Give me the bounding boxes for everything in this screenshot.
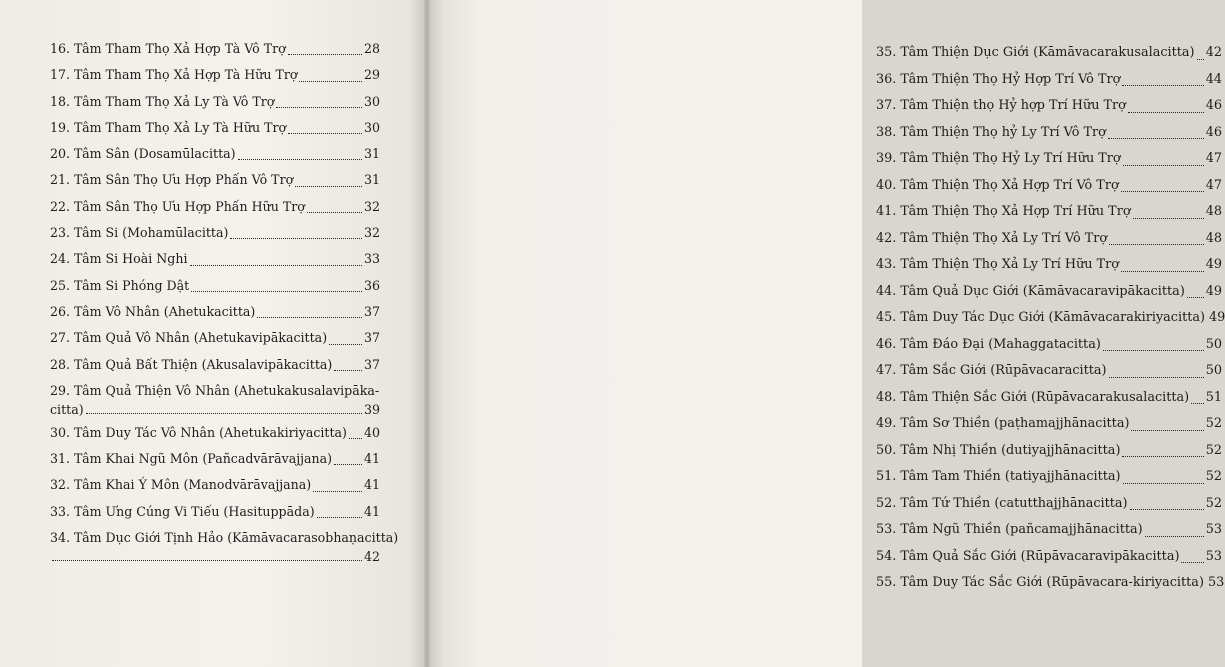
dot-leader bbox=[1123, 165, 1204, 166]
toc-entry-page-number: 32 bbox=[363, 198, 380, 214]
toc-entry bbox=[50, 220, 380, 246]
dot-leader bbox=[1108, 138, 1204, 139]
toc-entry-title: 22. Tâm Sân Thọ Ưu Hợp Phấn Hữu Trợ bbox=[50, 198, 305, 214]
toc-entry-title: 33. Tâm Ưng Cúng Vi Tiếu (Hasituppāda) bbox=[50, 503, 315, 519]
toc-entry-page-number: 37 bbox=[363, 356, 380, 372]
toc-entry-title: 21. Tâm Sân Thọ Ưu Hợp Phấn Vô Trợ bbox=[50, 172, 294, 188]
dot-leader bbox=[1123, 483, 1204, 484]
dot-leader bbox=[1197, 59, 1204, 60]
book-spine-shadow bbox=[410, 0, 444, 667]
toc-entry bbox=[50, 194, 380, 220]
toc-entry-page-number: 30 bbox=[363, 119, 380, 135]
toc-entry-page-number: 31 bbox=[363, 172, 380, 188]
toc-entry-page-number: 31 bbox=[363, 146, 380, 162]
toc-entry bbox=[876, 411, 1222, 438]
toc-entry bbox=[876, 146, 1222, 173]
dot-leader bbox=[288, 133, 362, 134]
toc-entry-page-number: 44 bbox=[1205, 71, 1222, 87]
toc-entry-page-number: 49 bbox=[1205, 257, 1222, 272]
toc-entry bbox=[876, 570, 1225, 597]
toc-entry-title: 19. Tâm Tham Thọ Xả Ly Tà Hữu Trợ bbox=[50, 119, 287, 135]
toc-entry-title: 38. Tâm Thiện Thọ hỷ Ly Trí Vô Trợ bbox=[876, 124, 1106, 140]
toc-entry bbox=[876, 199, 1222, 226]
toc-entry bbox=[876, 544, 1222, 571]
toc-entry-title: 46. Tâm Đáo Đại (Mahaggatacitta) bbox=[876, 336, 1101, 352]
dot-leader bbox=[86, 413, 362, 414]
toc-entry-page-number: 49 bbox=[1205, 283, 1222, 299]
toc-entry-title: 51. Tâm Tam Thiền (tatiyajjhānacitta) bbox=[876, 469, 1121, 484]
toc-entry-page-number: 52 bbox=[1205, 495, 1222, 511]
toc-entry-title: 20. Tâm Sân (Dosamūlacitta) bbox=[50, 146, 236, 162]
toc-entry-title: 41. Tâm Thiện Thọ Xả Hợp Trí Hữu Trợ bbox=[876, 204, 1131, 219]
toc-entry-page-number: 42 bbox=[1205, 45, 1222, 60]
toc-entry-title: 53. Tâm Ngũ Thiền (pañcamajjhānacitta) bbox=[876, 522, 1143, 537]
toc-entry bbox=[50, 378, 380, 420]
toc-entry-page-number: 52 bbox=[1205, 416, 1222, 431]
toc-entry-title: 30. Tâm Duy Tác Vô Nhân (Ahetukakiriyacitta) bbox=[50, 424, 347, 440]
dot-leader bbox=[334, 464, 362, 465]
toc-entry bbox=[876, 67, 1222, 94]
toc-entry-page-number: 48 bbox=[1205, 230, 1222, 246]
toc-entry-title: 45. Tâm Duy Tác Dục Giới (Kāmāvacarakiriyacitta) bbox=[876, 310, 1205, 325]
toc-entry bbox=[50, 115, 380, 141]
dot-leader bbox=[1187, 297, 1204, 298]
toc-entry-page-number: 41 bbox=[363, 451, 380, 467]
toc-entry-page-number: 52 bbox=[1205, 442, 1222, 458]
toc-entry-title: 50. Tâm Nhị Thiền (dutiyajjhānacitta) bbox=[876, 442, 1121, 458]
toc-entry bbox=[876, 120, 1222, 147]
toc-entry-title: 49. Tâm Sơ Thiền (paṭhamajjhānacitta) bbox=[876, 416, 1130, 431]
toc-entry bbox=[876, 517, 1222, 544]
toc-entry-title: 26. Tâm Vô Nhân (Ahetukacitta) bbox=[50, 303, 256, 319]
dot-leader bbox=[1128, 112, 1204, 113]
toc-entry-title-continued: citta) bbox=[50, 401, 84, 417]
toc-entry bbox=[876, 332, 1222, 359]
table-of-contents-right bbox=[876, 40, 1225, 597]
toc-entry bbox=[876, 385, 1222, 412]
dot-leader bbox=[295, 186, 362, 187]
toc-entry-title: 25. Tâm Si Phóng Dật bbox=[50, 277, 190, 293]
toc-entry-page-number: 53 bbox=[1205, 548, 1222, 564]
toc-entry bbox=[50, 89, 380, 115]
toc-entry bbox=[876, 438, 1222, 465]
toc-entry-page-number: 36 bbox=[363, 277, 380, 293]
toc-entry-page-number: 49 bbox=[1208, 310, 1225, 325]
dot-leader bbox=[1131, 430, 1203, 431]
dot-leader bbox=[1145, 536, 1204, 537]
toc-entry-title: 32. Tâm Khai Ý Môn (Manodvārāvajjana) bbox=[50, 477, 312, 493]
dot-leader bbox=[329, 344, 362, 345]
toc-entry-title: 31. Tâm Khai Ngũ Môn (Pañcadvārāvajjana) bbox=[50, 451, 333, 467]
toc-entry bbox=[50, 62, 380, 88]
toc-entry-page-number: 39 bbox=[363, 401, 380, 417]
toc-entry-title: 47. Tâm Sắc Giới (Rūpāvacaracitta) bbox=[876, 363, 1107, 378]
toc-entry-title: 54. Tâm Quả Sắc Giới (Rūpāvacaravipākacitta) bbox=[876, 548, 1180, 564]
dot-leader bbox=[1122, 85, 1203, 86]
toc-entry-title: 37. Tâm Thiện thọ Hỷ hợp Trí Hữu Trợ bbox=[876, 98, 1126, 113]
dot-leader bbox=[1109, 377, 1204, 378]
toc-entry-page-number: 47 bbox=[1205, 177, 1222, 193]
toc-entry bbox=[876, 279, 1222, 306]
toc-entry bbox=[876, 305, 1225, 332]
dot-leader bbox=[1109, 244, 1204, 245]
toc-entry bbox=[50, 499, 380, 525]
toc-entry-page-number: 48 bbox=[1205, 204, 1222, 219]
toc-entry-title: 16. Tâm Tham Thọ Xả Hợp Tà Vô Trợ bbox=[50, 41, 286, 56]
toc-entry-page-number: 50 bbox=[1205, 336, 1222, 352]
toc-entry-title: 34. Tâm Dục Giới Tịnh Hảo (Kāmāvacarasobhaṇacitta) bbox=[50, 530, 399, 546]
dot-leader bbox=[191, 291, 362, 292]
toc-entry bbox=[50, 472, 380, 498]
toc-entry bbox=[50, 325, 380, 351]
dot-leader bbox=[307, 212, 362, 213]
toc-entry-page-number: 37 bbox=[363, 330, 380, 346]
table-of-contents-left bbox=[50, 36, 399, 567]
toc-entry-title: 24. Tâm Si Hoài Nghi bbox=[50, 251, 188, 267]
toc-entry bbox=[50, 273, 380, 299]
dot-leader bbox=[1191, 403, 1204, 404]
dot-leader bbox=[288, 54, 362, 55]
toc-entry-title: 52. Tâm Tứ Thiền (catutthajjhānacitta) bbox=[876, 495, 1128, 511]
toc-entry bbox=[50, 167, 380, 193]
toc-entry-title: 27. Tâm Quả Vô Nhân (Ahetukavipākacitta) bbox=[50, 330, 328, 346]
dot-leader bbox=[1121, 191, 1204, 192]
toc-entry-title: 29. Tâm Quả Thiện Vô Nhân (Ahetukakusalavipāka- bbox=[50, 382, 380, 398]
dot-leader bbox=[1181, 562, 1203, 563]
toc-entry-page-number: 47 bbox=[1205, 151, 1222, 166]
toc-entry-page-number: 53 bbox=[1207, 575, 1225, 590]
toc-entry bbox=[876, 464, 1222, 491]
toc-entry bbox=[876, 358, 1222, 385]
toc-entry-page-number: 51 bbox=[1205, 389, 1222, 405]
toc-entry bbox=[50, 246, 380, 272]
toc-entry-page-number: 41 bbox=[363, 477, 380, 493]
toc-entry-page-number: 46 bbox=[1205, 124, 1222, 140]
toc-entry-page-number: 41 bbox=[363, 503, 380, 519]
toc-entry bbox=[50, 299, 380, 325]
toc-entry-page-number: 40 bbox=[363, 424, 380, 440]
toc-entry-page-number: 46 bbox=[1205, 98, 1222, 113]
toc-entry-title: 55. Tâm Duy Tác Sắc Giới (Rūpāvacara-kiriyacitta) bbox=[876, 575, 1204, 590]
dot-leader bbox=[1103, 350, 1204, 351]
toc-entry bbox=[876, 93, 1222, 120]
dot-leader bbox=[317, 517, 362, 518]
toc-entry-title: 44. Tâm Quả Dục Giới (Kāmāvacaravipākacitta) bbox=[876, 283, 1185, 299]
dot-leader bbox=[1130, 509, 1204, 510]
toc-entry-page-number: 29 bbox=[363, 67, 380, 83]
toc-entry-title: 39. Tâm Thiện Thọ Hỷ Ly Trí Hữu Trợ bbox=[876, 151, 1121, 166]
toc-entry-title: 42. Tâm Thiện Thọ Xả Ly Trí Vô Trợ bbox=[876, 230, 1108, 246]
toc-entry-title: 28. Tâm Quả Bất Thiện (Akusalavipākacitta) bbox=[50, 356, 333, 372]
toc-entry-page-number: 52 bbox=[1205, 469, 1222, 484]
dot-leader bbox=[52, 560, 362, 561]
toc-entry-title: 18. Tâm Tham Thọ Xả Ly Tà Vô Trợ bbox=[50, 93, 275, 109]
toc-entry-page-number: 33 bbox=[363, 251, 380, 267]
dot-leader bbox=[334, 370, 362, 371]
toc-entry bbox=[876, 226, 1222, 253]
toc-entry-line2 bbox=[50, 547, 380, 567]
toc-entry bbox=[50, 36, 380, 62]
toc-entry-line2 bbox=[50, 400, 380, 420]
dot-leader bbox=[299, 81, 362, 82]
toc-entry-title: 48. Tâm Thiện Sắc Giới (Rūpāvacarakusalacitta) bbox=[876, 389, 1190, 405]
toc-entry-page-number: 37 bbox=[363, 303, 380, 319]
dot-leader bbox=[1133, 218, 1204, 219]
left-page bbox=[0, 0, 424, 667]
toc-entry-title: 17. Tâm Tham Thọ Xả Hợp Tà Hữu Trợ bbox=[50, 67, 298, 83]
toc-entry-title: 23. Tâm Si (Mohamūlacitta) bbox=[50, 225, 229, 241]
dot-leader bbox=[238, 159, 362, 160]
toc-entry-title: 40. Tâm Thiện Thọ Xả Hợp Trí Vô Trợ bbox=[876, 177, 1119, 193]
toc-entry-page-number: 32 bbox=[363, 225, 380, 241]
toc-entry bbox=[50, 352, 380, 378]
toc-entry bbox=[876, 491, 1222, 518]
toc-entry bbox=[50, 446, 380, 472]
toc-entry-page-number: 50 bbox=[1205, 363, 1222, 378]
toc-entry-title: 43. Tâm Thiện Thọ Xả Ly Trí Hữu Trợ bbox=[876, 257, 1119, 272]
dot-leader bbox=[349, 438, 362, 439]
toc-entry-page-number: 28 bbox=[363, 41, 380, 56]
dot-leader bbox=[190, 265, 362, 266]
toc-entry bbox=[50, 420, 380, 446]
dot-leader bbox=[257, 317, 362, 318]
dot-leader bbox=[1122, 456, 1203, 457]
toc-entry-title: 35. Tâm Thiện Dục Giới (Kāmāvacarakusalacitta) bbox=[876, 45, 1195, 60]
toc-entry bbox=[876, 40, 1222, 67]
dot-leader bbox=[1121, 271, 1204, 272]
dot-leader bbox=[313, 491, 362, 492]
toc-entry-title: 36. Tâm Thiện Thọ Hỷ Hợp Trí Vô Trợ bbox=[876, 71, 1121, 87]
toc-entry-page-number: 30 bbox=[363, 93, 380, 109]
toc-entry bbox=[876, 252, 1222, 279]
toc-entry bbox=[50, 525, 399, 567]
toc-entry-page-number: 42 bbox=[363, 549, 380, 565]
dot-leader bbox=[276, 107, 362, 108]
right-page bbox=[430, 0, 1225, 667]
toc-entry bbox=[50, 141, 380, 167]
toc-entry bbox=[876, 173, 1222, 200]
dot-leader bbox=[230, 238, 362, 239]
toc-entry-page-number: 53 bbox=[1205, 522, 1222, 537]
